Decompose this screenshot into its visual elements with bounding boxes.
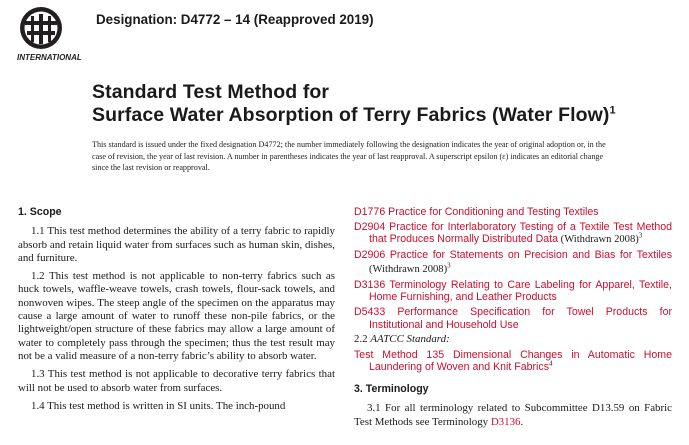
reference-title-link[interactable]: Practice for Statements on Precision and Bias for Textiles [389, 249, 672, 262]
logo-wordmark: INTERNATIONAL [17, 53, 82, 62]
reference-code-link[interactable]: D5433 [354, 305, 386, 318]
footnote-marker: 4 [549, 359, 553, 368]
title-line-2 [92, 104, 616, 127]
scope-paragraph: 1.1 This test method determines the ability of a terry fabric to rapidly absorb and retain liquid water from surfaces such as human skin, dishes, and furniture. [18, 225, 335, 264]
reference-item [354, 206, 672, 219]
issuance-notice: This standard is issued under the fixed designation D4772; the number immediately following the designation indicates the year of original adoption or, in the case of revision, the year of last revision. A number in parentheses indicates the year of last reapproval. A superscript epsilon (ε) indicates an editorial change since the last revision or reapproval. [92, 140, 606, 173]
aatcc-label: AATCC Standard: [370, 333, 450, 346]
reference-item [354, 349, 672, 374]
footnote-marker: 3 [447, 261, 451, 270]
reference-item [354, 306, 672, 331]
reference-item [354, 279, 672, 304]
reference-title-link[interactable]: Practice for Interlaboratory Testing of a Textile Test Method that Produces Normally Distributed Data [369, 220, 672, 246]
left-column [18, 206, 335, 413]
title-footnote: 1 [609, 104, 616, 117]
scope-paragraph: 1.4 This test method is written in SI units. The inch-pound [31, 399, 286, 412]
reference-title-link[interactable]: Dimensional Changes in Automatic Home Laundering of Woven and Knit Fabrics [369, 348, 672, 374]
reference-title-link[interactable]: Practice for Conditioning and Testing Textiles [388, 206, 599, 218]
aatcc-subheading [354, 333, 672, 346]
terminology-text: 3.1 For all terminology related to Subcommittee D13.59 on Fabric Test Methods see Terminology [354, 402, 672, 428]
astm-logo [14, 4, 90, 64]
title-text: Surface Water Absorption of Terry Fabrics (Water Flow) [92, 104, 610, 126]
reference-item [354, 221, 672, 247]
scope-paragraph: 1.2 This test method is not applicable to non-terry fabrics such as huck towels, waffle-weave towels, crash towels, flour-sack towels, and nonwoven wipes. The steep angle of the specimen on the apparatus may cause a large amount of water to runoff these non-pile fabrics, or the lightweight/open structure of these fabrics may allow a large amount of water to completely pass through the specimen; thus the test result may not be a valid measure of a non-terry fabric’s ability to absorb water. [18, 270, 335, 362]
aatcc-number: 2.2 [354, 333, 371, 346]
terminology-heading: 3. Terminology [354, 383, 429, 396]
scope-heading: 1. Scope [18, 206, 62, 218]
reference-code-link[interactable]: D2904 [354, 220, 386, 233]
title-line-1: Standard Test Method for [92, 81, 330, 103]
designation: Designation: D4772 – 14 (Reapproved 2019) [96, 12, 374, 27]
reference-code-link[interactable]: D1776 [354, 206, 386, 218]
terminology-period: . [520, 415, 524, 428]
withdrawn-note: (Withdrawn 2008) [558, 234, 639, 246]
reference-code-link[interactable]: D3136 [354, 278, 386, 291]
terminology-link[interactable]: D3136 [490, 415, 521, 428]
withdrawn-note: (Withdrawn 2008) [369, 263, 448, 275]
reference-code-link[interactable]: Test Method 135 [354, 348, 445, 361]
reference-title-link[interactable]: Performance Specification for Towel Products for Institutional and Household Use [369, 305, 672, 331]
right-column [354, 206, 672, 429]
reference-title-link[interactable]: Terminology Relating to Care Labeling for Apparel, Textile, Home Furnishing, and Leather Products [369, 278, 672, 304]
reference-code-link[interactable]: D2906 [354, 249, 386, 262]
footnote-marker: 3 [638, 231, 643, 240]
scope-paragraph: 1.3 This test method is not applicable to decorative terry fabrics that will not be used to absorb water from surfaces. [18, 368, 335, 394]
terminology-paragraph [354, 402, 672, 429]
reference-item [354, 249, 672, 276]
